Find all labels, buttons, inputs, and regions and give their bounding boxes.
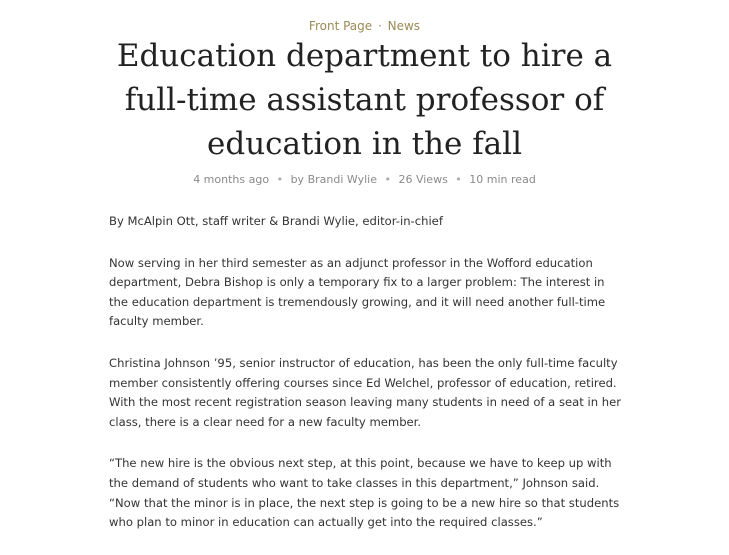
category-separator: ·: [377, 19, 382, 33]
article-headline: Education department to hire a full-time assistant professor of education in the fall: [116, 38, 613, 162]
body-paragraph: “The new hire is the obvious next step, at this point, because we have to keep up with the demand of students who want to take classes in this department,” Johnson said. “Now that the minor is in place, the next step is going to be a new hire so that students who plan to minor in education can actually get into the required classes.”: [109, 456, 620, 530]
byline: By McAlpin Ott, staff writer & Brandi Wylie, editor-in-chief: [109, 214, 443, 228]
view-count: 26 Views: [398, 173, 448, 186]
meta-separator: •: [276, 173, 284, 186]
category-breadcrumb: [0, 18, 729, 34]
author-link[interactable]: Brandi Wylie: [307, 173, 377, 186]
author-prefix: by: [290, 173, 305, 186]
post-time: 4 months ago: [193, 173, 270, 186]
category-link-front-page[interactable]: Front Page: [308, 19, 373, 33]
meta-separator: •: [455, 173, 462, 186]
body-paragraph: Now serving in her third semester as an adjunct professor in the Wofford education department, Debra Bishop is only a temporary fix to a larger problem: The interest in the education department is tremendously growing, and it will need another full-time faculty member.: [109, 255, 606, 329]
article-meta: [0, 173, 729, 187]
read-time: 10 min read: [469, 173, 536, 186]
body-paragraph: Christina Johnson ’95, senior instructor of education, has been the only full-time faculty member consistently offering courses since Ed Welchel, professor of education, retired. With the most recent registration season leaving many students in need of a seat in her class, there is a clear need for a new faculty member.: [109, 355, 621, 429]
category-link-news[interactable]: News: [387, 19, 421, 33]
meta-separator: •: [384, 173, 391, 186]
article-body: [109, 212, 621, 555]
